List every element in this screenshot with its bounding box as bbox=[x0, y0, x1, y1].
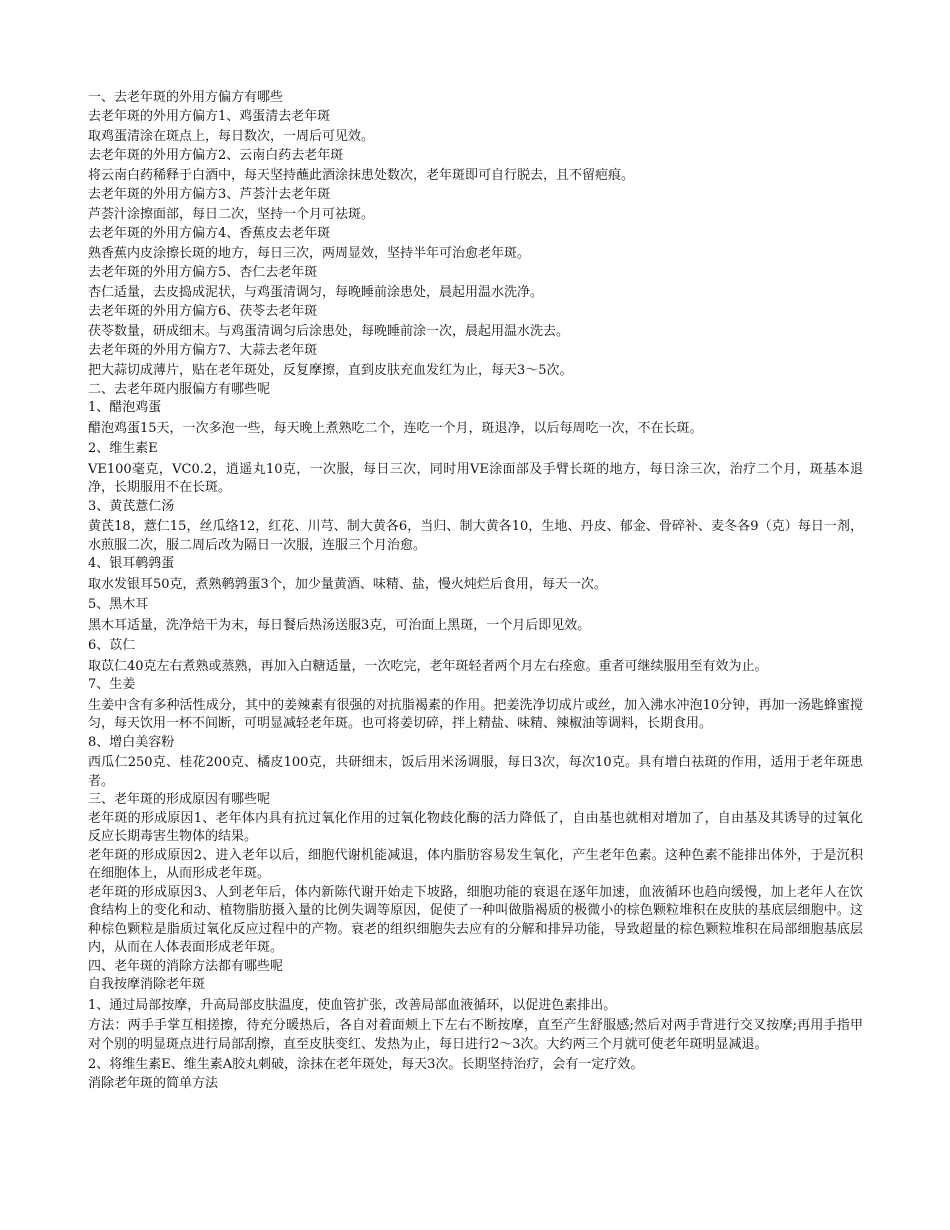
internal-title-5: 5、黑木耳 bbox=[88, 597, 149, 612]
remedy-title-3: 去老年斑的外用方偏方3、芦荟汁去老年斑 bbox=[88, 186, 331, 202]
internal-title-2: 2、维生素E bbox=[88, 441, 158, 456]
removal-method-text: 方法：两手手掌互相搓擦，待充分暖热后，各自对着面颊上下左右不断按摩，直至产生舒服感;然后对两手背进行交叉按摩;再用手指甲对个别的明显斑点进行局部刮擦，直至皮肤变红、发热为止，每日进行2～3次。大约两三个月就可使老年斑明显减退。 bbox=[88, 1018, 863, 1052]
internal-title-1: 1、醋泡鸡蛋 bbox=[88, 400, 162, 415]
section-heading-causes: 三、老年斑的形成原因有哪些呢 bbox=[88, 792, 271, 807]
removal-subtitle-massage: 自我按摩消除老年斑 bbox=[88, 977, 206, 992]
removal-text-1: 1、通过局部按摩，升高局部皮肤温度，使血管扩张，改善局部血液循环，以促进色素排出。 bbox=[88, 997, 617, 1013]
remedy-text-5: 杏仁适量，去皮捣成泥状，与鸡蛋清调匀，每晚睡前涂患处，晨起用温水洗净。 bbox=[88, 285, 544, 300]
section-heading-external: 一、去老年斑的外用方偏方有哪些 bbox=[88, 90, 284, 105]
internal-title-3: 3、黄芪薏仁汤 bbox=[88, 498, 175, 514]
remedy-text-4: 熟香蕉内皮涂擦长斑的地方，每日三次，两周显效，坚持半年可治愈老年斑。 bbox=[88, 246, 531, 261]
internal-text-8: 西瓜仁250克、桂花200克、橘皮100克，共研细末，饭后用米汤调服，每日3次，每次10克。具有增白祛斑的作用，适用于老年斑患者。 bbox=[88, 755, 863, 789]
remedy-title-2: 去老年斑的外用方偏方2、云南白药去老年斑 bbox=[88, 147, 344, 163]
internal-text-6: 取苡仁40克左右煮熟或蒸熟，再加入白糖适量，一次吃完，老年斑轻者两个月左右痊愈。重者可继续服用至有效为止。 bbox=[88, 658, 768, 674]
internal-title-7: 7、生姜 bbox=[88, 677, 136, 692]
remedy-text-6: 茯苓数量，研成细末。与鸡蛋清调匀后涂患处，每晚睡前涂一次，晨起用温水洗去。 bbox=[88, 324, 570, 339]
document-body bbox=[88, 89, 863, 1093]
internal-text-1: 醋泡鸡蛋15天，一次多泡一些，每天晚上煮熟吃二个，连吃一个月，斑退净，以后每周吃一次，不在长斑。 bbox=[88, 420, 703, 436]
internal-title-6: 6、苡仁 bbox=[88, 638, 136, 653]
remedy-title-6: 去老年斑的外用方偏方6、茯苓去老年斑 bbox=[88, 303, 318, 319]
internal-text-3: 黄芪18，薏仁15，丝瓜络12，红花、川芎、制大黄各6，当归、制大黄各10，生地、丹皮、郁金、骨碎补、麦冬各9（克）每日一剂，水煎服二次，服二周后改为隔日一次服，连服三个月治愈。 bbox=[88, 519, 863, 553]
internal-text-7: 生姜中含有多种活性成分，其中的姜辣素有很强的对抗脂褐素的作用。把姜洗净切成片或丝，加入沸水冲泡10分钟，再加一汤匙蜂蜜搅匀，每天饮用一杯不间断，可明显减轻老年斑。也可将姜切碎，拌上精盐、味精、辣椒油等调料，长期食用。 bbox=[88, 697, 863, 731]
section-heading-internal: 二、去老年斑内服偏方有哪些呢 bbox=[88, 381, 271, 397]
remedy-title-7: 去老年斑的外用方偏方7、大蒜去老年斑 bbox=[88, 342, 318, 358]
cause-text-2: 老年斑的形成原因2、进入老年以后，细胞代谢机能减退，体内脂肪容易发生氧化，产生老年色素。这种色素不能排出体外，于是沉积在细胞体上，从而形成老年斑。 bbox=[88, 847, 863, 881]
remedy-text-2: 将云南白药稀释于白酒中，每天坚持蘸此酒涂抹患处数次，老年斑即可自行脱去，且不留疤痕。 bbox=[88, 168, 635, 183]
removal-subtitle-simple: 消除老年斑的简单方法 bbox=[88, 1075, 219, 1091]
remedy-text-3: 芦荟汁涂擦面部，每日二次，坚持一个月可祛斑。 bbox=[88, 207, 375, 222]
remedy-title-1: 去老年斑的外用方偏方1、鸡蛋清去老年斑 bbox=[88, 108, 331, 124]
remedy-text-1: 取鸡蛋清涂在斑点上，每日数次，一周后可见效。 bbox=[88, 129, 375, 144]
internal-text-2: VE100毫克，VC0.2，逍遥丸10克，一次服，每日三次，同时用VE涂面部及手臂长斑的地方，每日涂三次，治疗二个月，斑基本退净，长期服用不在长斑。 bbox=[88, 461, 863, 495]
remedy-text-7: 把大蒜切成薄片，贴在老年斑处，反复摩擦，直到皮肤充血发红为止，每天3～5次。 bbox=[88, 363, 573, 378]
internal-title-8: 8、增白美容粉 bbox=[88, 734, 175, 750]
internal-text-5: 黑木耳适量，洗净焙干为末，每日餐后热汤送服3克，可治面上黑斑，一个月后即见效。 bbox=[88, 617, 591, 633]
cause-text-1: 老年斑的形成原因1、老年体内具有抗过氧化作用的过氧化物歧化酶的活力降低了，自由基也就相对增加了，自由基及其诱导的过氧化反应长期毒害生物体的结果。 bbox=[88, 810, 863, 844]
internal-title-4: 4、银耳鹌鹑蛋 bbox=[88, 556, 175, 571]
section-heading-removal: 四、老年斑的消除方法都有哪些呢 bbox=[88, 958, 284, 974]
removal-text-2: 2、将维生素E、维生素A胶丸刺破，涂抹在老年斑处，每天3次。长期坚持治疗，会有一定疗效。 bbox=[88, 1057, 644, 1072]
cause-text-3: 老年斑的形成原因3、人到老年后，体内新陈代谢开始走下坡路，细胞功能的衰退在逐年加速，血液循环也趋向缓慢，加上老年人在饮食结构上的变化和动、植物脂肪摄入量的比例失调等原因，促使了一种叫做脂褐质的极微小的棕色颗粒堆积在皮肤的基底层细胞中。这种棕色颗粒是脂质过氧化反应过程中的产物。衰老的组织细胞失去应有的分解和排异功能，导致超量的棕色颗粒堆积在局部细胞基底层内，从而在人体表面形成老年斑。 bbox=[88, 884, 863, 955]
remedy-title-5: 去老年斑的外用方偏方5、杏仁去老年斑 bbox=[88, 264, 318, 280]
remedy-title-4: 去老年斑的外用方偏方4、香蕉皮去老年斑 bbox=[88, 225, 331, 241]
internal-text-4: 取水发银耳50克，煮熟鹌鹑蛋3个，加少量黄酒、味精、盐，慢火炖烂后食用，每天一次。 bbox=[88, 576, 607, 592]
